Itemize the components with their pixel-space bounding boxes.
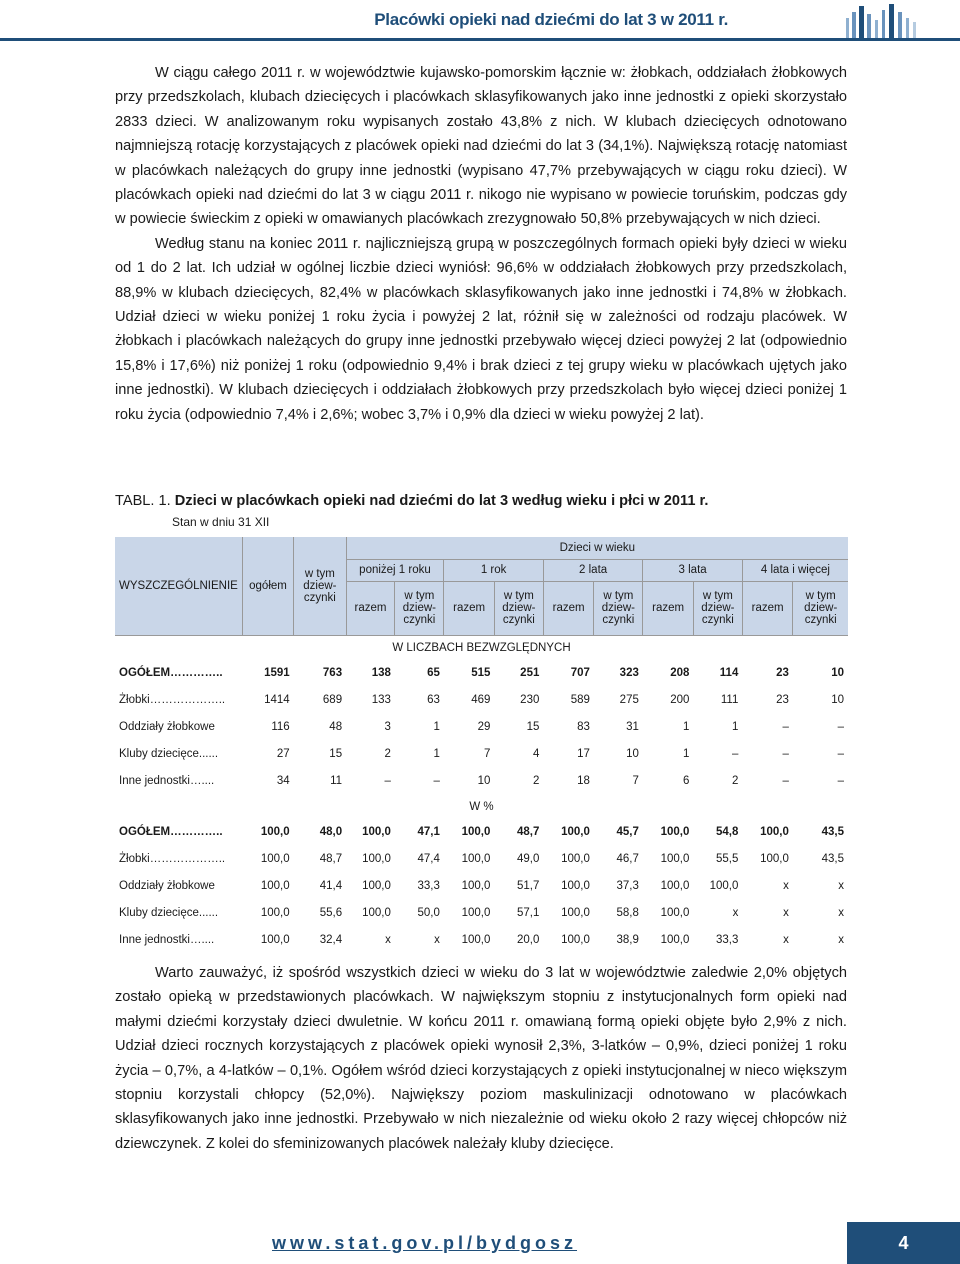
table-cell: 34 (276, 775, 290, 787)
body-text-bottom (115, 961, 847, 1156)
table-cell: – (384, 775, 391, 787)
table-caption (115, 493, 708, 509)
table-cell: x (385, 934, 391, 946)
table-cell: 100,0 (561, 934, 590, 946)
row-label: Żłobki……………….. (119, 853, 226, 865)
table-cell: 100,0 (461, 880, 491, 892)
row-label: Kluby dziecięce...... (119, 748, 219, 760)
section-label-abs: W LICZBACH BEZWZGLĘDNYCH (392, 641, 571, 654)
table-cell: 707 (570, 667, 590, 679)
table-cell: 1414 (264, 694, 290, 706)
table-cell: 100,0 (760, 853, 789, 865)
table-cell: 100,0 (461, 934, 491, 946)
header-w-tym-dziewczynki: w tym dziew-czynki (294, 537, 346, 635)
table-cell: 100,0 (461, 907, 491, 919)
table-cell: 100,0 (561, 907, 590, 919)
table-cell: 43,5 (821, 826, 844, 838)
row-label: Kluby dziecięce...... (119, 907, 219, 919)
table-cell: 47,1 (417, 826, 440, 838)
table-cell: 7 (483, 748, 491, 760)
table-cell: 10 (831, 667, 844, 679)
table-cell: 100,0 (561, 880, 590, 892)
table-cell: 10 (831, 694, 844, 706)
table-cell: 57,1 (516, 907, 540, 919)
table-cell: 33,3 (417, 880, 440, 892)
table-body-pct (115, 819, 848, 954)
table-cell: 37,3 (616, 880, 639, 892)
table-cell: 20,0 (516, 934, 540, 946)
table-cell: 46,7 (616, 853, 639, 865)
header-age-group: poniżej 1 roku (346, 559, 444, 581)
section-label-pct: W % (469, 800, 494, 813)
table-cell: 45,7 (616, 826, 639, 838)
table-row (115, 687, 848, 714)
header-razem: razem (643, 581, 694, 635)
data-table (115, 537, 848, 954)
table-cell: 2 (384, 748, 391, 760)
table-cell: 7 (632, 775, 639, 787)
body-text-top (115, 61, 847, 427)
table-cell: 100,0 (260, 907, 290, 919)
header-age-group: 3 lata (643, 559, 743, 581)
table-cell: 589 (570, 694, 590, 706)
table-cell: 208 (670, 667, 690, 679)
table-cell: 100,0 (461, 853, 491, 865)
table-cell: 200 (670, 694, 690, 706)
table-cell: 1591 (264, 667, 290, 679)
footer-url-link[interactable]: www.stat.gov.pl/bydgosz (272, 1233, 578, 1253)
table-subcaption: Stan w dniu 31 XII (172, 515, 270, 529)
table-cell: x (783, 880, 789, 892)
paragraph-1: W ciągu całego 2011 r. w województwie kujawsko-pomorskim łącznie w: żłobkach, oddziałach żłobkowych przy przedszkolach, klubach dziecięcych i placówkach sklasyfikowanych jako inne jednostki z opieki skorzystało 2833 dzieci. W analizowanym roku wypisanych zostało 43,8% z nich. W klubach dziecięcych odnotowano najmniejszą rotację korzystających z placówek opieki nad dziećmi do lat 3 (34,1%). Największą rotację natomiast w placówkach należących do grupy inne jednostki (wypisano 47,7% przebywających w ciągu roku dzieci). W placówkach opieki nad dziećmi do lat 3 w ciągu 2011 r. nikogo nie wypisano w powiecie toruńskim, podczas gdy w powiecie świeckim z opieki w omawianych placówkach zrezygnowało 50,8% przebywających w nich dzieci. (115, 65, 847, 228)
table-cell: 48,0 (319, 826, 343, 838)
table-row (115, 660, 848, 687)
paragraph-2: Według stanu na koniec 2011 r. najliczniejszą grupą w poszczególnych formach opieki były dzieci w wieku od 1 do 2 lat. Ich udział w ogólnej liczbie dzieci wyniósł: 96,6% w oddziałach żłobkowych przy przedszkolach, 88,9% w klubach dziecięcych, 82,4% w placówkach sklasyfikowanych jako inne jednostki i 74,8% w żłobkach. Udział dzieci w wieku poniżej 1 roku życia i powyżej 2 lat, różnił się w zależności od rodzaju placówek. W żłobkach i placówkach należących do grupy inne jednostki przebywało więcej dzieci powyżej 2 lat (odpowiednio 15,8% i 17,6%) niż poniżej 1 roku (odpowiednio 9,4% i brak dzieci z tej grupy wieku w placówkach ujętych jako inne jednostki). W klubach dziecięcych i oddziałach żłobkowych przy przedszkolach było więcej dzieci poniżej 1 roku życia (odpowiednio 7,4% i 2,6%; wobec 3,7% i 0,9% dla dzieci w wieku powyżej 2 lat). (115, 235, 847, 423)
table-cell: 55,5 (715, 853, 739, 865)
table-cell: 1 (731, 721, 739, 733)
table-cell: – (782, 721, 789, 733)
table-cell: 33,3 (715, 934, 739, 946)
header-razem: razem (444, 581, 495, 635)
table-cell: x (434, 934, 440, 946)
table-row (115, 714, 848, 741)
statistics-logo-icon (844, 2, 930, 42)
table-caption-title: Dzieci w placówkach opieki nad dziećmi do lat 3 według wieku i płci w 2011 r. (174, 493, 709, 509)
table-cell: 27 (276, 748, 290, 760)
table-row (115, 846, 848, 873)
table-cell: 100,0 (660, 880, 690, 892)
table-row (115, 927, 848, 954)
table-cell: x (838, 880, 844, 892)
header-age-group: 2 lata (543, 559, 643, 581)
table-cell: 138 (371, 667, 391, 679)
table-cell: 763 (322, 667, 343, 679)
header-razem: razem (543, 581, 594, 635)
header-razem: razem (346, 581, 395, 635)
header-ogolem: ogółem (242, 537, 293, 635)
table-body-abs (115, 660, 848, 795)
table-cell: 17 (577, 748, 590, 760)
page-header (0, 0, 960, 38)
table-cell: 23 (776, 667, 789, 679)
table-cell: 10 (626, 748, 639, 760)
table-cell: x (732, 907, 739, 919)
table-cell: 1 (433, 748, 440, 760)
table-cell: 100,0 (561, 853, 590, 865)
table-cell: – (782, 748, 789, 760)
header-title: Placówki opieki nad dziećmi do lat 3 w 2011 r. (374, 10, 728, 29)
table-cell: 50,0 (417, 907, 440, 919)
table-cell: 83 (577, 721, 590, 733)
table-cell: 48,7 (319, 853, 343, 865)
header-w-tym: w tym dziew-czynki (793, 581, 848, 635)
table-cell: 2 (532, 775, 540, 787)
table-cell: – (731, 748, 739, 760)
header-w-tym: w tym dziew-czynki (494, 581, 543, 635)
table-cell: – (837, 748, 844, 760)
header-age-group: 4 lata i więcej (742, 559, 848, 581)
row-label: Inne jednostki….... (119, 934, 215, 946)
table-cell: 29 (477, 721, 491, 733)
table-cell: 100,0 (362, 880, 391, 892)
table-cell: 10 (477, 775, 491, 787)
table-cell: 111 (720, 694, 739, 706)
table-cell: 6 (682, 775, 690, 787)
table-cell: 32,4 (319, 934, 343, 946)
table-cell: 100,0 (461, 826, 491, 838)
table-cell: 4 (532, 748, 540, 760)
table-cell: 31 (626, 721, 639, 733)
table-cell: 58,8 (616, 907, 639, 919)
table-caption-prefix: TABL. 1. (115, 493, 171, 509)
table-cell: 323 (619, 667, 639, 679)
table-cell: 515 (471, 667, 491, 679)
table-cell: 23 (776, 694, 789, 706)
table-cell: 251 (520, 667, 540, 679)
table-cell: 1 (433, 721, 440, 733)
table-cell: 1 (682, 721, 690, 733)
table-cell: – (433, 775, 440, 787)
row-label: Żłobki……………….. (119, 694, 226, 706)
table-cell: 100,0 (260, 826, 290, 838)
table-cell: 100,0 (709, 880, 739, 892)
table-cell: x (783, 934, 789, 946)
table-row (115, 768, 848, 795)
table-cell: 100,0 (260, 853, 290, 865)
paragraph-3: Warto zauważyć, iż spośród wszystkich dzieci w wieku do 3 lat w województwie zaledwie 2,0% objętych zostało opieką w przedstawionych placówkach. W największym stopniu z instytucjonalnych form opieki nad małymi dziećmi korzystały dzieci dwuletnie. W końcu 2011 r. omawianą formą opieki objęte było 2,9% z nich. Udział dzieci rocznych korzystających z placówek opieki wynosił 2,3%, 3-latków – 0,9%, dzieci poniżej 1 roku życia – 0,7%, a 4-latków – 0,1%. Ogółem wśród dzieci korzystających z opieki instytucjonalnej w nieco większym stopniu korzystali chłopcy (52,0%). Największy poziom maskulinizacji odnotowano w placówkach sklasyfikowanych jako inne jednostki. Przebywało w nich niezależnie od wieku około 2 razy więcej chłopców niż dziewczynek. Z kolei do sfeminizowanych placówek należały kluby dziecięce. (115, 965, 847, 1152)
table-cell: 55,6 (319, 907, 343, 919)
table-cell: 51,7 (516, 880, 540, 892)
table-cell: 100,0 (362, 907, 391, 919)
row-label: OGÓŁEM………….. (119, 826, 223, 838)
table-row (115, 900, 848, 927)
table-cell: 114 (719, 667, 739, 679)
table-cell: 47,4 (417, 853, 440, 865)
header-razem: razem (742, 581, 793, 635)
header-w-tym: w tym dziew-czynki (693, 581, 742, 635)
table-cell: 18 (577, 775, 590, 787)
header-w-tym: w tym dziew-czynki (395, 581, 444, 635)
page-number: 4 (847, 1222, 960, 1264)
table-cell: 3 (384, 721, 391, 733)
table-cell: 48 (329, 721, 343, 733)
row-label: OGÓŁEM………….. (119, 667, 223, 679)
table-cell: 100,0 (561, 826, 590, 838)
row-label: Oddziały żłobkowe (119, 880, 215, 892)
table-cell: 54,8 (715, 826, 739, 838)
table-cell: 15 (329, 748, 343, 760)
table-cell: – (837, 721, 844, 733)
table-cell: 2 (731, 775, 739, 787)
table-cell: – (782, 775, 789, 787)
table-cell: 11 (330, 775, 343, 787)
table-cell: 116 (271, 721, 290, 733)
table-cell: 43,5 (821, 853, 844, 865)
table-cell: 63 (427, 694, 440, 706)
table-cell: 100,0 (260, 880, 290, 892)
table-row (115, 741, 848, 768)
table-cell: 48,7 (516, 826, 540, 838)
header-dzieci-w-wieku: Dzieci w wieku (346, 537, 848, 559)
table-cell: x (838, 934, 844, 946)
header-w-tym: w tym dziew-czynki (594, 581, 643, 635)
table-cell: 230 (520, 694, 540, 706)
row-label: Inne jednostki….... (119, 775, 215, 787)
table-cell: 133 (371, 694, 391, 706)
header-rule (0, 38, 960, 41)
table-cell: 100,0 (660, 907, 690, 919)
table-cell: – (837, 775, 844, 787)
table-cell: 41,4 (319, 880, 343, 892)
row-label: Oddziały żłobkowe (119, 721, 215, 733)
table-cell: 100,0 (660, 934, 690, 946)
table-row (115, 873, 848, 900)
table-cell: 15 (526, 721, 540, 733)
table-cell: 100,0 (260, 934, 290, 946)
table-cell: 100,0 (660, 826, 690, 838)
table-cell: x (838, 907, 844, 919)
table-cell: 100,0 (660, 853, 690, 865)
header-age-group: 1 rok (444, 559, 544, 581)
header-wyszczegolnienie: WYSZCZEGÓLNIENIE (115, 537, 242, 635)
table-cell: 100,0 (760, 826, 789, 838)
table-cell: 1 (682, 748, 690, 760)
table-cell: 100,0 (362, 826, 391, 838)
table-row (115, 819, 848, 846)
table-cell: 49,0 (516, 853, 540, 865)
table-cell: 469 (471, 694, 491, 706)
table-cell: 38,9 (616, 934, 639, 946)
table-cell: 100,0 (362, 853, 391, 865)
table-cell: 689 (322, 694, 343, 706)
table-cell: x (783, 907, 789, 919)
table-cell: 65 (427, 667, 440, 679)
table-cell: 275 (619, 694, 639, 706)
